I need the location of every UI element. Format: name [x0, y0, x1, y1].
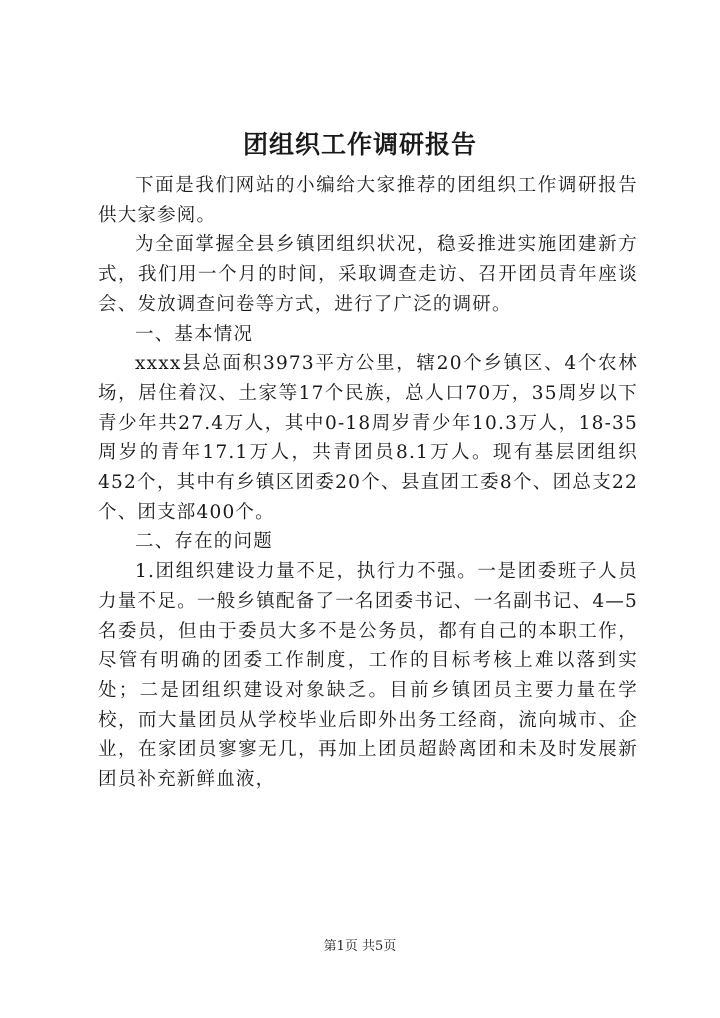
paragraph-intro: 下面是我们网站的小编给大家推荐的团组织工作调研报告供大家参阅。: [98, 175, 638, 226]
paragraph-problem-1: 1.团组织建设力量不足，执行力不强。一是团委班子人员力量不足。一般乡镇配备了一名团委书记、一名副书记、4—5名委员，但由于委员大多不是公务员，都有自己的本职工作，尽管有明确的团委工作制度，工作的目标考核上难以落到实处；二是团组织建设对象缺乏。目前乡镇团员主要力量在学校，而大量团员从学校毕业后即外出务工经商，流向城市、企业，在家团员寥寥无几，再加上团员超龄离团和未及时发展新团员补充新鲜血液，: [98, 561, 638, 791]
paragraph-purpose: 为全面掌握全县乡镇团组织状况，稳妥推进实施团建新方式，我们用一个月的时间，采取调查走访、召开团员青年座谈会、发放调查问卷等方式，进行了广泛的调研。: [98, 234, 638, 315]
page-number-footer: 第1页 共5页: [323, 939, 397, 954]
document-body: [98, 171, 638, 795]
section-heading-problems: 二、存在的问题: [135, 531, 273, 553]
document-title: 团组织工作调研报告: [242, 130, 477, 159]
paragraph-basic-situation: xxxx县总面积3973平方公里，辖20个乡镇区、4个农林场，居住着汉、土家等17个民族，总人口70万，35周岁以下青少年共27.4万人，其中0-18周岁青少年10.3万人，18-35周岁的青年17.1万人，共青团员8.1万人。现有基层团组织452个，其中有乡镇区团委20个、县直团工委8个、团总支22个、团支部400个。: [98, 353, 638, 523]
section-heading-basic-situation: 一、基本情况: [135, 323, 254, 345]
